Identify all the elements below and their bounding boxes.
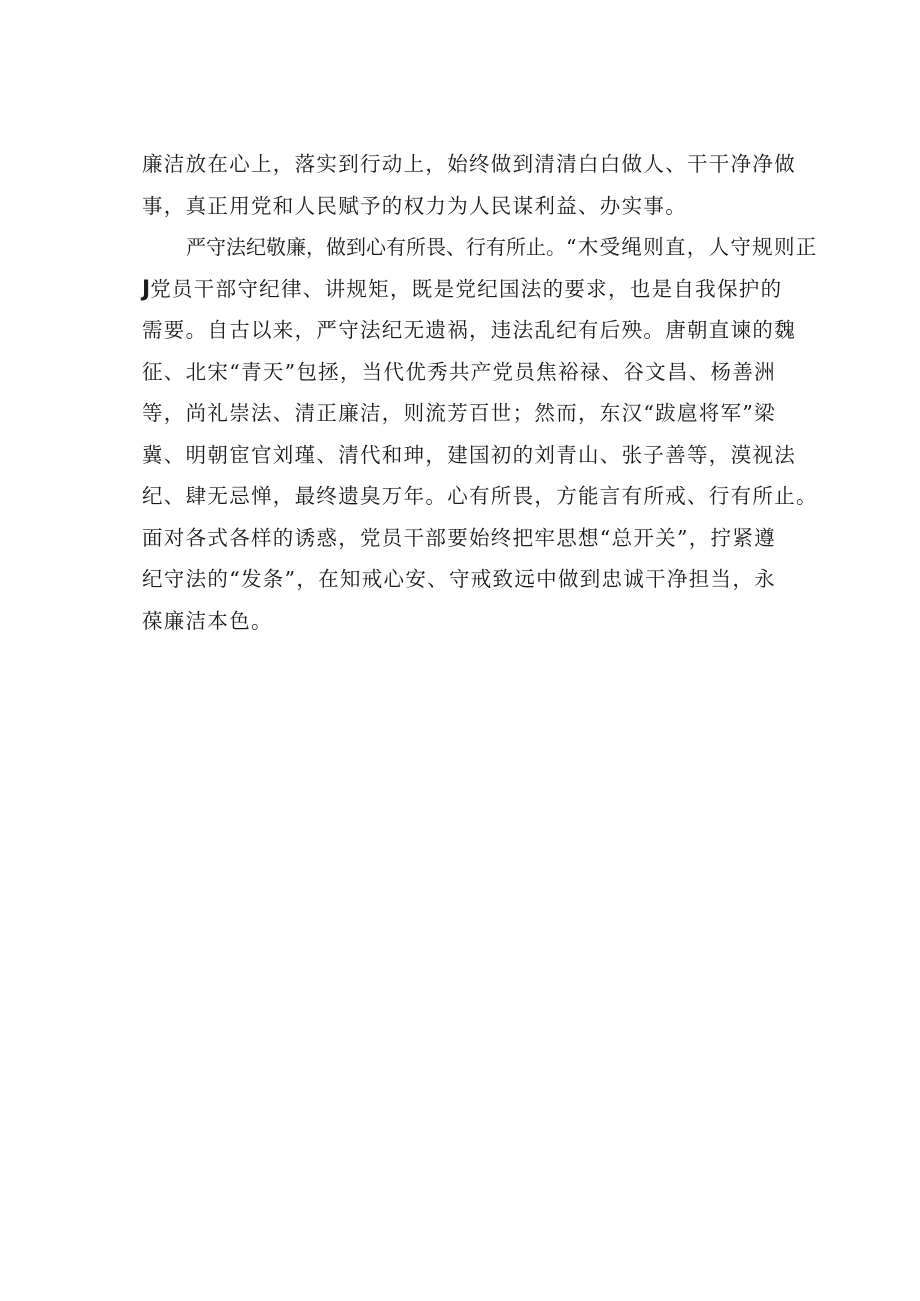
paragraph2-first-line [142, 227, 818, 269]
paragraph2-second-line [142, 269, 782, 311]
paragraph2-line1-rest: “木受绳则直，人守规则正 [566, 235, 818, 259]
paragraph2-heading: 严守法纪敬廉，做到心有所畏、行有所止。 [186, 235, 566, 259]
body-text [142, 144, 818, 642]
paragraph2-line: 面对各式各样的诱惑，党员干部要始终把牢思想“总开关”，拧紧遵 [142, 525, 776, 550]
paragraph2-line: 纪、肆无忌惮，最终遗臭万年。心有所畏，方能言有所戒、行有所止。 [142, 484, 818, 508]
paragraph2-line: 冀、明朝宦官刘瑾、清代和珅，建国初的刘青山、张子善等，漠视法 [142, 442, 796, 467]
paragraph2-line2-lead: J [142, 276, 151, 302]
paragraph2-line: 等，尚礼崇法、清正廉洁，则流芳百世；然而，东汉“跋扈将军”梁 [142, 401, 776, 425]
paragraph2-line: 纪守法的“发条”，在知戒心安、守戒致远中做到忠诚干净担当，永 [142, 567, 776, 591]
paragraph2-line: 征、北宋“青天”包拯，当代优秀共产党员焦裕禄、谷文昌、杨善洲 [142, 359, 776, 384]
paragraph2-line: 葆廉洁本色。 [142, 608, 273, 633]
paragraph2-line2-rest: 党员干部守纪律、讲规矩，既是党纪国法的要求，也是自我保护的 [150, 276, 783, 301]
paragraph1-line: 廉洁放在心上，落实到行动上，始终做到清清白白做人、干干净净做 [142, 152, 796, 176]
paragraph2-line: 需要。自古以来，严守法纪无遗祸，违法乱纪有后殃。唐朝直谏的魏 [142, 318, 796, 342]
paragraph1-line: 事，真正用党和人民赋予的权力为人民谋利益、办实事。 [142, 193, 687, 218]
